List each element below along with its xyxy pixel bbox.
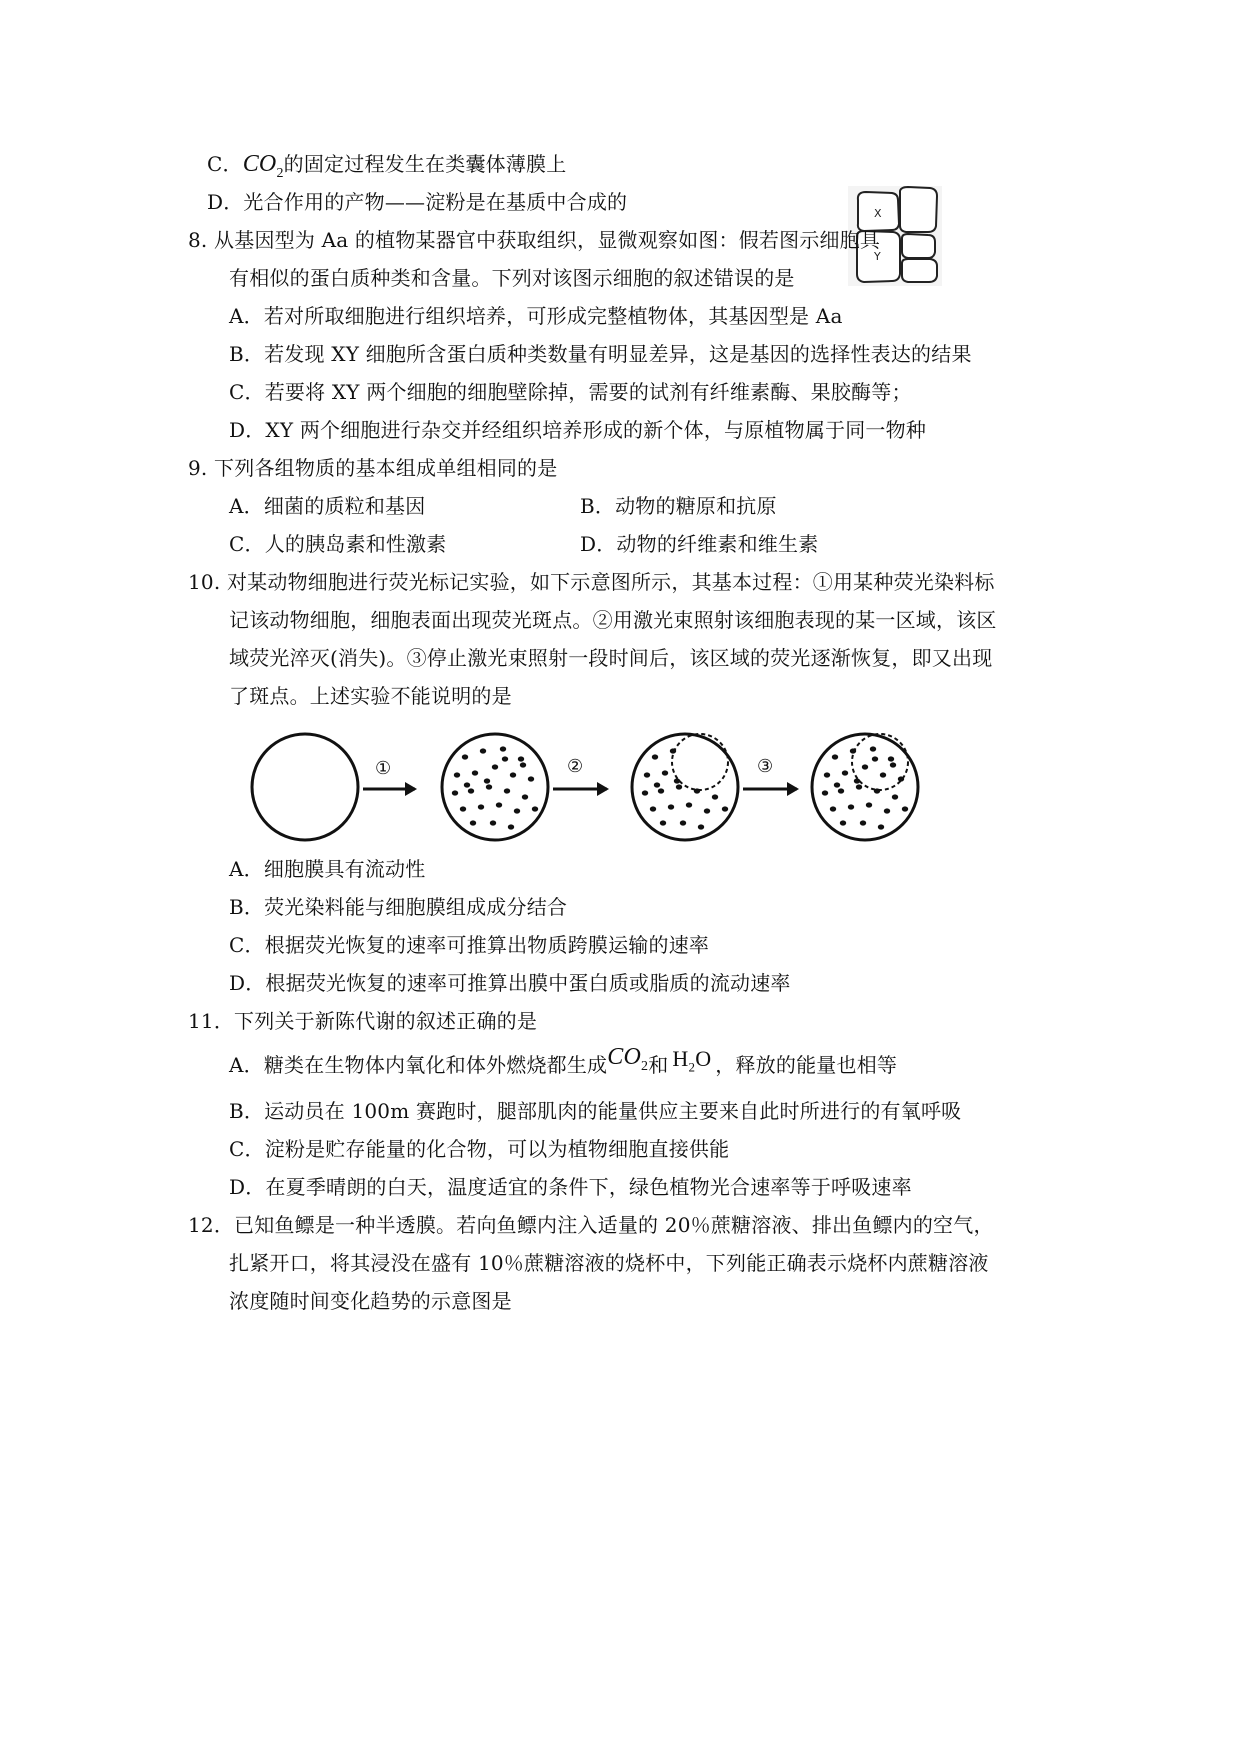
fluorescent-dot [822, 790, 828, 795]
step-1-label: ① [375, 758, 392, 779]
q9-option-d: D．动物的纤维素和维生素 [580, 532, 819, 556]
arrow-2-head [597, 782, 609, 796]
q10-stem-line4: 了斑点。上述实验不能说明的是 [229, 684, 512, 708]
fluorescent-dot [880, 772, 886, 777]
fluorescent-dot [662, 770, 668, 775]
fluorescent-dot [704, 808, 710, 813]
step-2-label: ② [567, 756, 584, 777]
co2-sub: 2 [276, 165, 284, 181]
q9-option-b: B．动物的糖原和抗原 [580, 494, 777, 518]
fluorescent-dot [518, 756, 524, 761]
q11-option-d: D．在夏季晴朗的白天，温度适宜的条件下，绿色植物光合速率等于呼吸速率 [229, 1175, 912, 1199]
fluorescent-dot [838, 788, 844, 793]
fluorescent-dots-recovered [822, 746, 908, 829]
fluorescent-dot [496, 802, 502, 807]
fluorescent-dot [898, 776, 904, 781]
fluorescent-dot [698, 824, 704, 829]
co2-sub: 2 [641, 1058, 649, 1074]
fluorescent-dot [464, 782, 470, 787]
fluorescent-dot [660, 820, 666, 825]
fluorescent-dot [514, 808, 520, 813]
q8-stem-line1: 8. 从基因型为 Aa 的植物某器官中获取组织，显微观察如图：假若图示细胞具 [188, 228, 881, 252]
q7-option-c [207, 150, 566, 188]
fluorescence-experiment-figure [245, 730, 965, 845]
fluorescent-dot [486, 784, 492, 789]
fluorescent-dot [676, 784, 682, 789]
fluorescent-dot [452, 790, 458, 795]
fluorescent-dot [668, 804, 674, 809]
h2o-o: O [695, 1046, 712, 1071]
fluorescent-dot [862, 764, 868, 769]
q12-stem-line2: 扎紧开口，将其浸没在盛有 10％蔗糖溶液的烧杯中，下列能正确表示烧杯内蔗糖溶液 [229, 1251, 989, 1275]
fluorescent-dot [492, 764, 498, 769]
fluorescent-dot [654, 782, 660, 787]
option-text: A．糖类在生物体内氧化和体外燃烧都生成 [229, 1053, 608, 1077]
option-rest: ，释放的能量也相等 [715, 1053, 898, 1077]
q10-stem-line2: 记该动物细胞，细胞表面出现荧光斑点。②用激光束照射该细胞表现的某一区域，该区 [229, 608, 997, 632]
q9-stem: 9. 下列各组物质的基本组成单组相同的是 [188, 456, 558, 480]
cell-right-mid [902, 234, 935, 258]
fluorescent-dot [890, 762, 896, 767]
fluorescent-dot [884, 808, 890, 813]
q11-option-b: B．运动员在 100m 赛跑时，腿部肌肉的能量供应主要来自此时所进行的有氧呼吸 [229, 1099, 962, 1123]
q12-stem-line1: 12．已知鱼鳔是一种半透膜。若向鱼鳔内注入适量的 20％蔗糖溶液、排出鱼鳔内的空气， [188, 1213, 994, 1237]
fluorescent-dot [872, 756, 878, 761]
fluorescent-dot [454, 772, 460, 777]
fluorescent-dot [652, 754, 658, 759]
fluorescent-dot [500, 746, 506, 751]
fluorescent-dot [832, 754, 838, 759]
cell-label-y: Y [874, 250, 881, 263]
fluorescent-dot [888, 756, 894, 761]
fluorescent-dot [860, 820, 866, 825]
fluorescent-dot [824, 772, 830, 777]
q11-option-a [229, 1044, 898, 1089]
fluorescent-dot [462, 754, 468, 759]
q10-stem-line1: 10. 对某动物细胞进行荧光标记实验，如下示意图所示，其基本过程：①用某种荧光染料标 [188, 570, 995, 594]
fluorescent-dot [694, 788, 700, 793]
fluorescent-dot [902, 806, 908, 811]
fluorescent-dot [478, 804, 484, 809]
fluorescent-dot [856, 784, 862, 789]
option-label: C． [207, 152, 243, 176]
fluorescent-dot [830, 806, 836, 811]
q10-stem-line3: 域荧光淬灭(消失)。③停止激光束照射一段时间后，该区域的荧光逐渐恢复，即又出现 [229, 646, 993, 670]
fluorescent-dot [510, 772, 516, 777]
q8-option-c: C．若要将 XY 两个细胞的细胞壁除掉，需要的试剂有纤维素酶、果胶酶等； [229, 380, 912, 404]
fluorescent-dot [642, 790, 648, 795]
q10-option-d: D．根据荧光恢复的速率可推算出膜中蛋白质或脂质的流动速率 [229, 971, 791, 995]
co2-base: CO [607, 1044, 641, 1070]
h2o-h: H [672, 1046, 689, 1071]
recovered-region [852, 734, 908, 790]
fluorescent-dot [848, 804, 854, 809]
q9-option-a: A．细菌的质粒和基因 [229, 494, 426, 518]
q8-option-b: B．若发现 XY 细胞所含蛋白质种类数量有明显差异，这是基因的选择性表达的结果 [229, 342, 972, 366]
fluorescent-dot [658, 788, 664, 793]
fluorescent-dot [850, 748, 856, 753]
q8-stem-line2: 有相似的蛋白质种类和含量。下列对该图示细胞的叙述错误的是 [229, 266, 795, 290]
and-text: 和 [648, 1053, 669, 1077]
fluorescent-dot [522, 794, 528, 799]
fluorescent-dot [470, 820, 476, 825]
fluorescent-dot [892, 794, 898, 799]
co2-formula [607, 1044, 649, 1074]
fluorescent-dot [680, 820, 686, 825]
q12-stem-line3: 浓度随时间变化趋势的示意图是 [229, 1289, 512, 1313]
h2o-sub: 2 [688, 1059, 696, 1075]
arrow-1-head [405, 782, 417, 796]
co2-formula [242, 151, 284, 181]
fluorescent-dot [874, 788, 880, 793]
fluorescent-dot [484, 778, 490, 783]
fluorescent-dot [472, 770, 478, 775]
fluorescent-dot [468, 788, 474, 793]
fluorescent-dot [480, 748, 486, 753]
fluorescent-dots-full [452, 746, 538, 829]
fluorescent-dot [686, 802, 692, 807]
q11-stem: 11．下列关于新陈代谢的叙述正确的是 [188, 1009, 538, 1033]
fluorescent-dot [870, 746, 876, 751]
fluorescent-dot [520, 762, 526, 767]
fluorescent-dot [528, 776, 534, 781]
cell-right-top [900, 187, 937, 232]
fluorescent-dot [854, 778, 860, 783]
fluorescent-dot [504, 788, 510, 793]
fluorescent-dot [502, 756, 508, 761]
fluorescent-dot [644, 772, 650, 777]
q10-option-a: A．细胞膜具有流动性 [229, 857, 426, 881]
fluorescent-dot [508, 824, 514, 829]
fluorescent-dots-bleached [642, 748, 728, 829]
fluorescent-dot [460, 806, 466, 811]
q7-option-d: D．光合作用的产物——淀粉是在基质中合成的 [207, 190, 628, 214]
fluorescent-dot [840, 820, 846, 825]
fluorescent-dot [878, 824, 884, 829]
q10-option-b: B．荧光染料能与细胞膜组成成分结合 [229, 895, 568, 919]
q8-option-d: D．XY 两个细胞进行杂交并经组织培养形成的新个体，与原植物属于同一物种 [229, 418, 927, 442]
q8-option-a: A．若对所取细胞进行组织培养，可形成完整植物体，其基因型是 Aa [229, 304, 843, 328]
fluorescent-dot [842, 770, 848, 775]
cell-right-bottom [902, 259, 937, 282]
q10-option-c: C．根据荧光恢复的速率可推算出物质跨膜运输的速率 [229, 933, 710, 957]
arrow-3-head [787, 782, 799, 796]
step-3-label: ③ [757, 756, 774, 777]
h2o-formula [672, 1046, 712, 1075]
q11-option-c: C．淀粉是贮存能量的化合物，可以为植物细胞直接供能 [229, 1137, 730, 1161]
q9-option-c: C．人的胰岛素和性激素 [229, 532, 447, 556]
option-text: 的固定过程发生在类囊体薄膜上 [283, 152, 567, 176]
cell-unlabeled [252, 734, 358, 840]
fluorescent-dot [650, 806, 656, 811]
fluorescent-dot [866, 802, 872, 807]
fluorescent-dot [674, 778, 680, 783]
cell-label-x: X [874, 207, 882, 220]
fluorescent-dot [712, 794, 718, 799]
fluorescent-dot [722, 806, 728, 811]
fluorescent-dot [532, 806, 538, 811]
fluorescent-dot [490, 820, 496, 825]
bleached-region [672, 734, 728, 790]
co2-base: CO [242, 151, 277, 177]
fluorescent-dot [670, 748, 676, 753]
fluorescent-dot [834, 782, 840, 787]
